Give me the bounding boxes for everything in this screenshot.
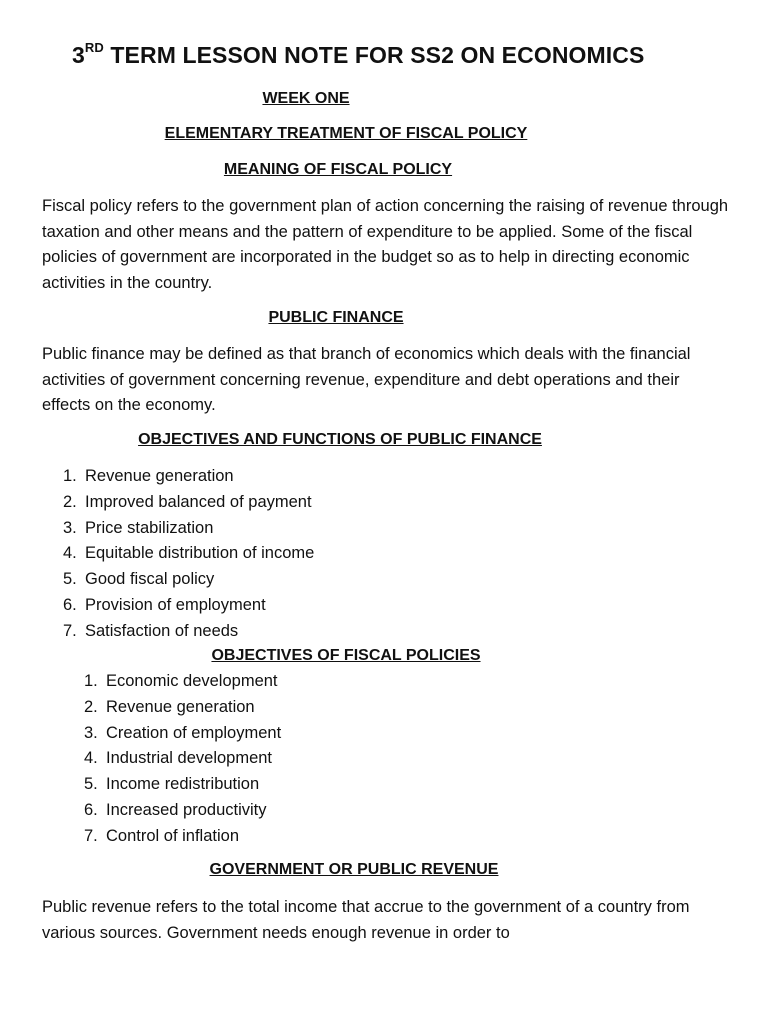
list-item: 4. Industrial development [84,749,273,768]
revenue-heading: GOVERNMENT OR PUBLIC REVENUE [209,861,499,878]
title-superscript: RD [84,40,104,56]
topic-heading: ELEMENTARY TREATMENT OF FISCAL POLICY [164,125,528,142]
list-item: 3. Price stabilization [63,518,214,537]
list-item: 1. Revenue generation [63,467,234,485]
list-item: 6. Increased productivity [84,800,267,819]
list-item: 7. Satisfaction of needs [63,621,239,640]
objectives-public-finance-heading: OBJECTIVES AND FUNCTIONS OF PUBLIC FINANCE [138,431,542,448]
public-finance-paragraph: Public finance may be defined as that branch of economics which deals with the financial activities of government concerning revenue, expenditure and debt operations and their effects on the economy. [42,345,691,414]
objectives-fiscal-list [84,669,281,850]
public-finance-heading: PUBLIC FINANCE [268,309,404,326]
list-item: 1. Economic development [84,672,278,690]
document-title [72,42,644,69]
week-heading: WEEK ONE [262,90,350,107]
list-item: 5. Income redistribution [84,775,260,794]
list-item: 2. Revenue generation [84,697,255,716]
list-item: 2. Improved balanced of payment [63,492,312,511]
title-text: TERM LESSON NOTE FOR SS2 ON ECONOMICS [110,42,645,68]
meaning-heading: MEANING OF FISCAL POLICY [223,161,453,178]
list-item: 5. Good fiscal policy [63,570,215,589]
list-item: 7. Control of inflation [84,826,239,845]
objectives-fiscal-heading: OBJECTIVES OF FISCAL POLICIES [211,647,481,664]
list-item: 6. Provision of employment [63,595,266,614]
objectives-public-finance-list [63,464,314,645]
list-item: 4. Equitable distribution of income [63,544,315,563]
revenue-paragraph: Public revenue refers to the total income that accrue to the government of a country from various sources. Government needs enough revenue in order to [42,898,690,942]
title-number: 3 [72,42,85,68]
meaning-paragraph: Fiscal policy refers to the government plan of action concerning the raising of revenue through taxation and other means and the pattern of expenditure to be applied. Some of the fiscal policies of government are incorporated in the budget so as to help in directing economic activities in the country. [42,197,729,292]
list-item: 3. Creation of employment [84,723,282,742]
